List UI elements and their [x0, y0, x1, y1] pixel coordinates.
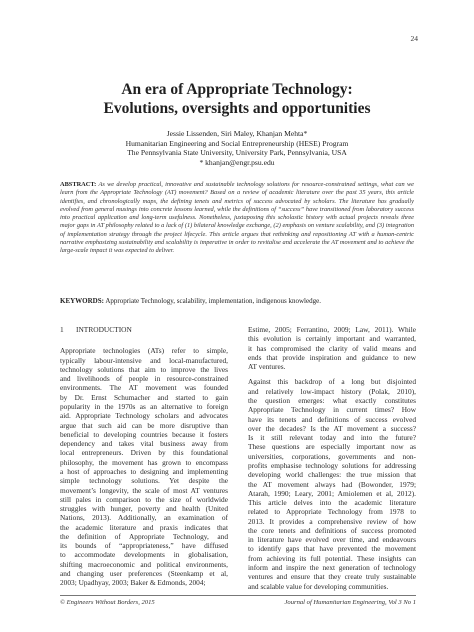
text-line: universities, corporations, governments and non- — [248, 451, 416, 461]
footer-rule — [60, 595, 416, 596]
text-line: this evolution is certainly important and warranted, — [248, 334, 416, 344]
affiliation-program: Humanitarian Engineering and Social Entrepreneurship (HESE) Program — [125, 138, 349, 148]
text-line: popularity in the 1970s as an alternative to foreign — [60, 401, 228, 411]
text-line: its bounds of “appropriateness,” have diffused — [60, 541, 228, 551]
text-line: philosophy, the movement has grown to encompass — [60, 457, 228, 467]
text-line: from achieving its full potential. These insights can — [248, 553, 416, 563]
footer-copyright: © Engineers Without Borders, 2015 — [60, 599, 155, 606]
text-line: 2003; Upadhyay, 2003; Baker & Edmonds, 2004; — [60, 578, 206, 588]
keywords-text: Appropriate Technology, scalability, implementation, indigenous knowledge. — [105, 297, 321, 305]
text-line: Appropriate technologies (ATs) refer to simple, — [60, 346, 228, 356]
text-line: struggles with hunger, poverty and health (United — [60, 504, 228, 514]
text-line: the core tenets and definitions of success promoted — [248, 525, 416, 535]
title-line-2: Evolutions, oversights and opportunities — [103, 100, 371, 117]
text-line: developing world challenges: the true mission that — [248, 470, 416, 480]
section-number: 1 — [60, 325, 64, 334]
text-line: ends that provide inspiration and guidance to new — [248, 352, 416, 362]
text-line: Nations, 2013). Additionally, an examination of — [60, 513, 228, 523]
text-line: related to Appropriate Technology from 1978 to — [248, 507, 416, 517]
text-line: to accommodate developments in globalisation, — [60, 550, 228, 560]
intro-paragraph-2 — [248, 377, 416, 590]
text-line: the question emerges: what exactly constitutes — [248, 395, 416, 405]
text-line: ventures and ensure that they create truly sustainable — [248, 572, 416, 582]
corresponding-email[interactable]: * khanjan@engr.psu.edu — [199, 157, 275, 167]
text-line: and scalable value for developing communities. — [248, 581, 389, 591]
text-line: a host of approaches to designing and implementing — [60, 466, 228, 476]
abstract-text: As we develop practical, innovative and sustainable technology solutions for resource-constrained settings, what can we learn from the Appropriate Technology (AT) movement? Based on a review of academic literature over the past 35 years, this article identifies, and chronologically maps, the defining tenets and metrics of success advocated by scholars. The literature has gradually evolved from general musings into concrete lessons learned, while the definitions of “success” have transitioned from laboratory success into practical application and long-term usefulness. Nonetheless, juxtaposing this scholastic history with actual projects reveals three major gaps in AT philosophy related to a lack of (1) bilateral knowledge exchange, (2) emphasis on venture scalability, and (3) integration of implementation strategy through the project lifecycle. This article argues that rethinking and repositioning AT with a human-centric narrative emphasizing sustainability and scalability is imperative in order to revitalise and accelerate the AT movement and to achieve the large-scale impact it was expected to deliver. — [60, 181, 414, 255]
text-line: and relatively low-impact history (Polak, 2010), — [248, 386, 416, 396]
text-line: inform and inspire the next generation of technology — [248, 563, 416, 573]
text-line: aid. Appropriate Technology scholars and advocates — [60, 411, 228, 421]
intro-paragraph-1-continued — [248, 325, 416, 371]
text-line: by Dr. Ernst Schumacher and started to gain — [60, 392, 228, 402]
text-line: Atarah, 1990; Leary, 2001; Amiolemen et al, 2012). — [248, 488, 416, 498]
text-line: AT ventures. — [248, 362, 286, 372]
text-line: Appropriate Technology in current times? How — [248, 405, 416, 415]
title-line-1: An era of Appropriate Technology: — [121, 81, 353, 98]
text-line: Estime, 2005; Ferrantino, 2009; Law, 2011). While — [248, 325, 416, 334]
text-line: argue that such aid can be more disruptive than — [60, 420, 228, 430]
author-names: Jessie Lissenden, Siri Maley, Khanjan Mehta* — [166, 129, 308, 138]
text-line: the academic literature and praxis indicates that — [60, 522, 228, 532]
text-line: Is it still relevant today and into the future? — [248, 433, 416, 443]
intro-paragraph-1 — [60, 346, 228, 587]
text-line: and livelihoods of people in resource-constrained — [60, 374, 228, 384]
text-line: These questions are especially important now as — [248, 442, 416, 452]
text-line: environments. The AT movement was founded — [60, 383, 228, 393]
text-line: movement’s longevity, the scale of most AT ventures — [60, 485, 228, 495]
paper-title — [40, 80, 434, 118]
text-line: shifting macroeconomic and political environments, — [60, 559, 228, 569]
text-line: in literature have evolved over time, and endeavours — [248, 535, 416, 545]
text-line: still pales in comparison to the size of worldwide — [60, 494, 228, 504]
text-line: and changing user preferences (Steenkamp et al, — [60, 569, 228, 579]
text-line: This article delves into the academic literature — [248, 498, 416, 508]
section-heading-introduction — [60, 325, 228, 334]
page-number: 24 — [410, 34, 418, 43]
text-line: over the decades? Is the AT movement a success? — [248, 423, 416, 433]
text-line: beneficial to developing countries because it fosters — [60, 429, 228, 439]
text-line: to identify gaps that have prevented the movement — [248, 544, 416, 554]
text-line: Against this backdrop of a long but disjointed — [248, 377, 416, 387]
text-line: dependency and takes vital business away from — [60, 439, 228, 449]
footer-journal: Journal of Humanitarian Engineering, Vol 3 No 1 — [284, 599, 416, 606]
author-block — [40, 129, 434, 167]
affiliation-university: The Pennsylvania State University, University Park, Pennsylvania, USA — [127, 148, 347, 158]
text-line: simple technology solutions. Yet despite the — [60, 476, 228, 486]
abstract-label: ABSTRACT: — [60, 181, 97, 188]
section-title: INTRODUCTION — [76, 325, 132, 334]
text-line: have its tenets and definitions of success evolved — [248, 414, 416, 424]
right-column — [248, 325, 416, 597]
text-line: the AT movement always had (Bowonder, 1979; — [248, 479, 416, 489]
text-line: typically labour-intensive and local-manufactured, — [60, 355, 228, 365]
left-column — [60, 325, 228, 594]
text-line: it has compromised the clarity of valid means and — [248, 343, 416, 353]
text-line: the definition of Appropriate Technology, and — [60, 531, 228, 541]
text-line: profits emphasise technology solutions for addressing — [248, 460, 416, 470]
abstract — [60, 181, 414, 256]
text-line: local entrepreneurs. Driven by this foundational — [60, 448, 228, 458]
text-line: 2013. It provides a comprehensive review of how — [248, 516, 416, 526]
keywords-label: KEYWORDS: — [60, 297, 104, 305]
keywords — [60, 297, 414, 306]
text-line: technology solutions that aim to improve the lives — [60, 364, 228, 374]
